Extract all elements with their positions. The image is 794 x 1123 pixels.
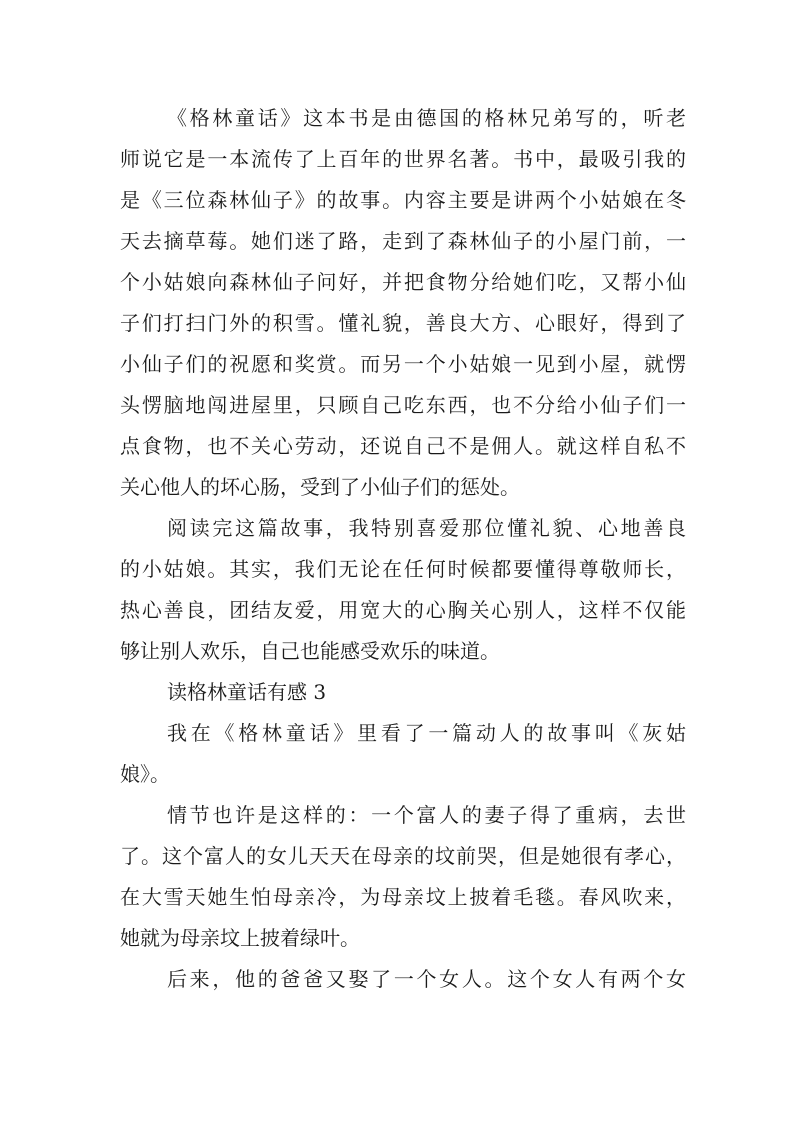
paragraph-3-line-1: 我在《格林童话》里看了一篇动人的故事叫《灰姑 <box>167 721 686 745</box>
paragraph-3-line-2: 娘》。 <box>120 762 170 786</box>
section-heading: 读格林童话有感 3 <box>167 680 327 704</box>
paragraph-2-line-2: 的小姑娘。其实，我们无论在任何时候都要懂得尊敬师长， <box>120 557 686 581</box>
paragraph-2-line-4: 够让别人欢乐，自己也能感受欢乐的味道。 <box>120 639 500 663</box>
paragraph-1-line-10: 关心他人的坏心肠，受到了小仙子们的惩处。 <box>120 475 520 499</box>
paragraph-1-line-1: 《格林童话》这本书是由德国的格林兄弟写的，听老 <box>167 106 686 130</box>
paragraph-4-line-3: 在大雪天她生怕母亲冷，为母亲坟上披着毛毯。春风吹来， <box>120 885 686 909</box>
paragraph-1-line-6: 子们打扫门外的积雪。懂礼貌，善良大方、心眼好，得到了 <box>120 311 686 335</box>
paragraph-1-line-5: 个小姑娘向森林仙子问好，并把食物分给她们吃，又帮小仙 <box>120 270 686 294</box>
paragraph-5-line-1: 后来，他的爸爸又娶了一个女人。这个女人有两个女 <box>167 967 686 991</box>
paragraph-1-line-4: 天去摘草莓。她们迷了路，走到了森林仙子的小屋门前，一 <box>120 229 686 253</box>
paragraph-1-line-3: 是《三位森林仙子》的故事。内容主要是讲两个小姑娘在冬 <box>120 188 686 212</box>
paragraph-4-line-4: 她就为母亲坟上披着绿叶。 <box>120 926 360 950</box>
document-body <box>120 98 686 1000</box>
paragraph-1-line-8: 头愣脑地闯进屋里，只顾自己吃东西，也不分给小仙子们一 <box>120 393 686 417</box>
paragraph-1-line-9: 点食物，也不关心劳动，还说自己不是佣人。就这样自私不 <box>120 434 686 458</box>
paragraph-2-line-3: 热心善良，团结友爱，用宽大的心胸关心别人，这样不仅能 <box>120 598 686 622</box>
paragraph-2-line-1: 阅读完这篇故事，我特别喜爱那位懂礼貌、心地善良 <box>167 516 686 540</box>
paragraph-4-line-2: 了。这个富人的女儿天天在母亲的坟前哭，但是她很有孝心， <box>120 844 686 868</box>
paragraph-1-line-7: 小仙子们的祝愿和奖赏。而另一个小姑娘一见到小屋，就愣 <box>120 352 686 376</box>
paragraph-4-line-1: 情节也许是这样的：一个富人的妻子得了重病，去世 <box>167 803 686 827</box>
paragraph-1-line-2: 师说它是一本流传了上百年的世界名著。书中，最吸引我的 <box>120 147 686 171</box>
